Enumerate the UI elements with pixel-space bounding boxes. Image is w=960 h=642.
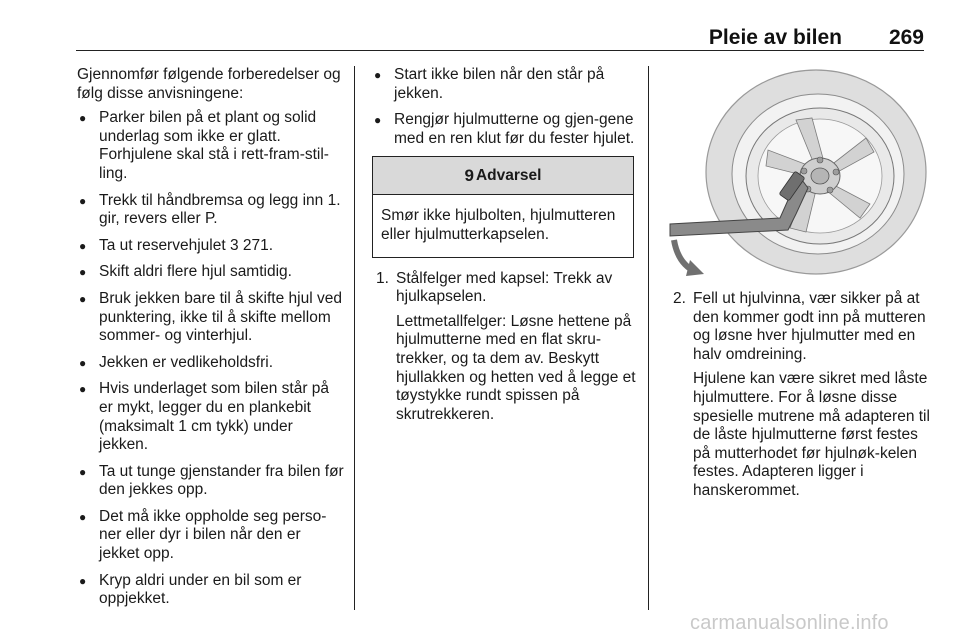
watermark: carmanualsonline.info xyxy=(690,612,889,634)
section-title: Pleie av bilen xyxy=(708,26,842,49)
step-note: Hjulene kan være sikret med låste hjulmuttere. For å løsne disse spesielle mutrene må adapteren til de låste hjulmutterne først festes på mutterhodet før hjulnøk-kelen festes. Adapteren ligger i hanskerommet. xyxy=(693,370,930,499)
preparation-list-continued xyxy=(372,66,638,148)
step-1 xyxy=(372,270,638,425)
list-item: ● Bruk jekken bare til å skifte hjul ved punktering, ikke til å skifte mellom sommer- og vinterhjul. xyxy=(77,290,345,346)
wheel-wrench-illustration xyxy=(656,68,932,276)
list-item: ● Hvis underlaget som bilen står på er mykt, legger du en plankebit (maksimalt 1 cm tykk) under jekken. xyxy=(77,380,345,454)
list-item: ● Det må ikke oppholde seg perso-ner eller dyr i bilen når den er jekket opp. xyxy=(77,508,345,564)
warning-icon: 9 xyxy=(464,165,474,185)
step-note: Lettmetallfelger: Løsne hettene på hjulmutterne med en flat skru-trekker, og ta dem av. Beskytt hjullakken og hetten ved å legge et tøystykke rundt spissen på skrutrekkeren. xyxy=(396,312,636,423)
list-item: ● Trekk til håndbremsa og legg inn 1. gir, revers eller P. xyxy=(77,192,345,229)
list-item: ● Skift aldri flere hjul samtidig. xyxy=(77,263,345,282)
warning-text: Smør ikke hjulbolten, hjulmutteren eller hjulmutterkapselen. xyxy=(381,207,616,243)
list-item: ● Ta ut tunge gjenstander fra bilen før den jekkes opp. xyxy=(77,463,345,500)
step-number: 2. xyxy=(673,290,686,307)
warning-title: Advarsel xyxy=(475,166,542,184)
warning-box xyxy=(372,156,634,257)
column-3 xyxy=(669,290,931,501)
column-1 xyxy=(77,66,345,617)
step-text: Fell ut hjulvinna, vær sikker på at den kommer godt inn på mutteren og løsne hver hjulmutter med en halv omdreining. xyxy=(693,290,926,363)
list-item: ● Rengjør hjulmutterne og gjen-gene med en ren klut før du fester hjulet. xyxy=(372,111,638,148)
list-item: ● Jekken er vedlikeholdsfri. xyxy=(77,354,345,373)
header-rule xyxy=(76,50,924,51)
step-2 xyxy=(669,290,931,501)
steps-list xyxy=(372,270,638,425)
page-header xyxy=(0,0,960,56)
list-item: ● Kryp aldri under en bil som er oppjekket. xyxy=(77,572,345,609)
step-text: Stålfelger med kapsel: Trekk av hjulkapselen. xyxy=(396,269,613,306)
column-divider-1 xyxy=(354,66,355,610)
preparation-list xyxy=(77,109,345,609)
list-item: ● Ta ut reservehjulet 3 271. xyxy=(77,237,345,256)
list-item: ● Parker bilen på et plant og solid underlag som ikke er glatt. Forhjulene skal stå i rett-fram-stil-ling. xyxy=(77,109,345,183)
column-2 xyxy=(372,66,638,424)
list-item: ● Start ikke bilen når den står på jekken. xyxy=(372,66,638,103)
intro-text: Gjennomfør følgende forberedelser og følg disse anvisningene: xyxy=(77,66,341,102)
steps-list-continued xyxy=(669,290,931,501)
page-number: 269 xyxy=(888,26,924,49)
warning-header xyxy=(373,157,633,195)
column-divider-2 xyxy=(648,66,649,610)
step-number: 1. xyxy=(376,269,389,287)
